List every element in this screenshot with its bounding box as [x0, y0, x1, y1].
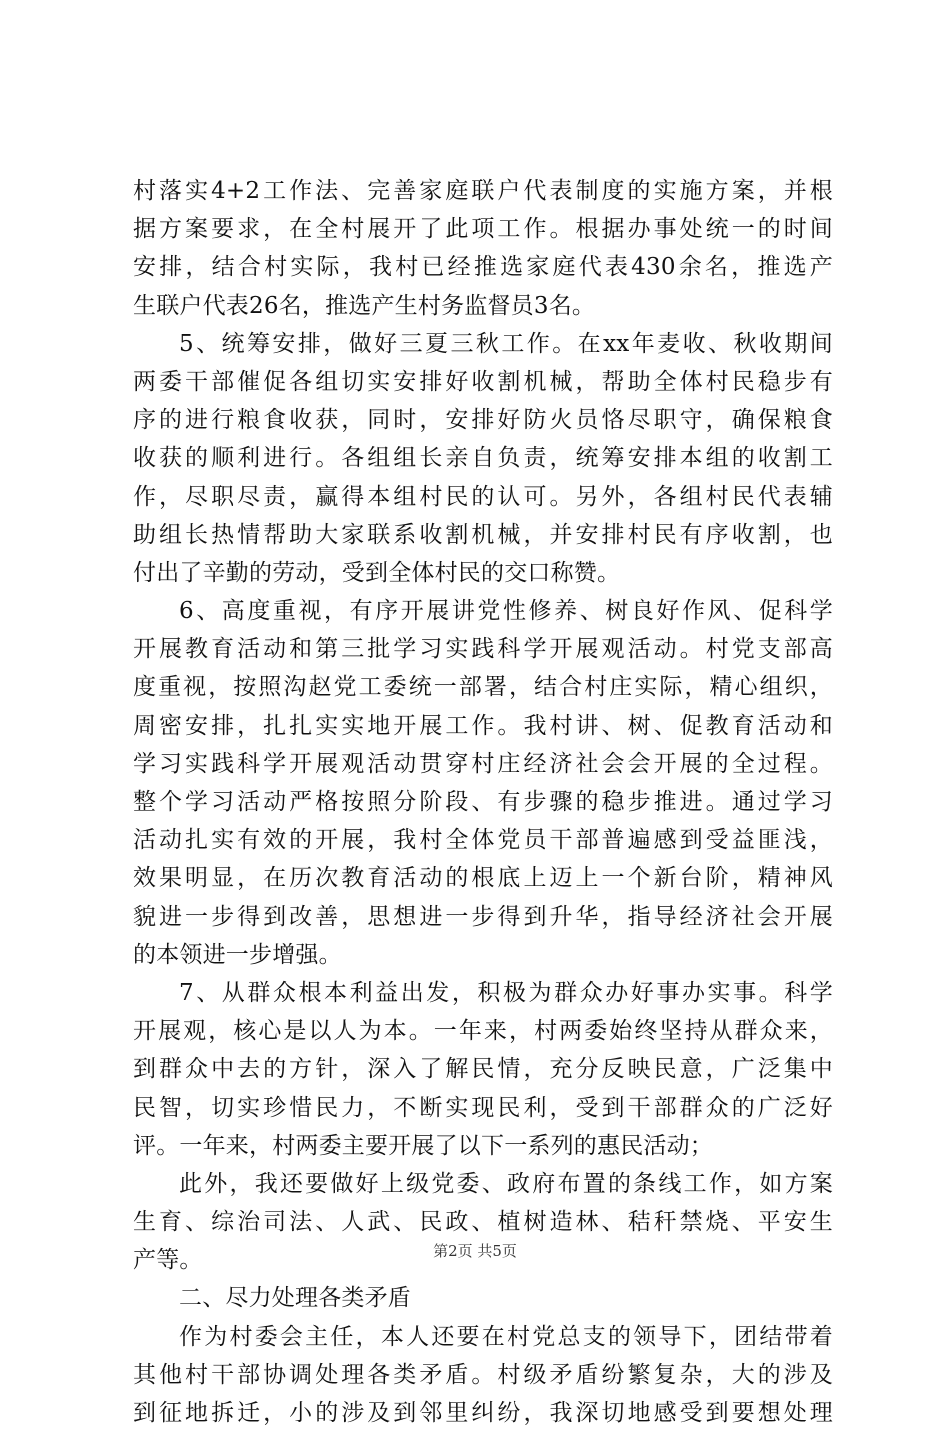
- text-line: 付出了辛勤的劳动，受到全体村民的交口称赞。: [133, 559, 621, 586]
- text-line: 到征地拆迁，小的涉及到邻里纠纷，我深切地感受到要想处理: [133, 1400, 833, 1426]
- text-line: 活动扎实有效的开展，我村全体党员干部普遍感到受益匪浅，: [133, 827, 833, 854]
- text-line: 开展教育活动和第三批学习实践科学开展观活动。村党支部高: [133, 636, 833, 663]
- text-line: 生联户代表26名，推选产生村务监督员3名。: [133, 292, 596, 319]
- text-line: 其他村干部协调处理各类矛盾。村级矛盾纷繁复杂，大的涉及: [133, 1361, 833, 1388]
- text-line: 5、统筹安排，做好三夏三秋工作。在xx年麦收、秋收期间: [179, 330, 833, 357]
- text-line: 评。一年来，村两委主要开展了以下一系列的惠民活动；: [133, 1132, 713, 1159]
- text-line: 收获的顺利进行。各组组长亲自负责，统筹安排本组的收割工: [133, 445, 833, 472]
- text-line: 周密安排，扎扎实实地开展工作。我村讲、树、促教育活动和: [133, 712, 833, 739]
- text-line: 作，尽职尽责，赢得本组村民的认可。另外，各组村民代表辅: [133, 483, 833, 510]
- text-line: 生育、综治司法、人武、民政、植树造林、秸秆禁烧、平安生: [133, 1209, 833, 1236]
- text-line: 产等。: [133, 1247, 203, 1274]
- text-line: 开展观，核心是以人为本。一年来，村两委始终坚持从群众来，: [133, 1018, 833, 1045]
- text-line: 的本领进一步增强。: [133, 941, 342, 968]
- text-line: 民智，切实珍惜民力，不断实现民利，受到干部群众的广泛好: [133, 1094, 833, 1121]
- text-line: 序的进行粮食收获，同时，安排好防火员恪尽职守，确保粮食: [133, 407, 833, 434]
- text-line: 作为村委会主任，本人还要在村党总支的领导下，团结带着: [179, 1323, 833, 1350]
- page-footer: 第2页 共5页: [433, 1242, 517, 1260]
- text-line: 7、从群众根本利益出发，积极为群众办好事办实事。科学: [179, 979, 833, 1006]
- text-line: 效果明显，在历次教育活动的根底上迈上一个新台阶，精神风: [133, 865, 833, 892]
- text-line: 二、尽力处理各类矛盾: [179, 1285, 411, 1312]
- text-line: 两委干部催促各组切实安排好收割机械，帮助全体村民稳步有: [133, 368, 833, 395]
- text-line: 度重视，按照沟赵党工委统一部署，结合村庄实际，精心组织，: [133, 674, 833, 701]
- text-line: 到群众中去的方针，深入了解民情，充分反映民意，广泛集中: [133, 1056, 833, 1083]
- text-line: 助组长热情帮助大家联系收割机械，并安排村民有序收割，也: [133, 521, 833, 548]
- text-line: 安排，结合村实际，我村已经推选家庭代表430余名，推选产: [133, 254, 833, 281]
- text-line: 村落实4+2工作法、完善家庭联户代表制度的实施方案，并根: [133, 178, 833, 204]
- text-line: 据方案要求，在全村展开了此项工作。根据办事处统一的时间: [133, 216, 833, 243]
- text-line: 6、高度重视，有序开展讲党性修养、树良好作风、促科学: [179, 598, 833, 625]
- text-line: 此外，我还要做好上级党委、政府布置的条线工作，如方案: [179, 1170, 833, 1197]
- text-line: 貌进一步得到改善，思想进一步得到升华，指导经济社会开展: [133, 903, 833, 930]
- text-line: 学习实践科学开展观活动贯穿村庄经济社会会开展的全过程。: [133, 750, 833, 777]
- text-line: 整个学习活动严格按照分阶段、有步骤的稳步推进。通过学习: [133, 789, 833, 815]
